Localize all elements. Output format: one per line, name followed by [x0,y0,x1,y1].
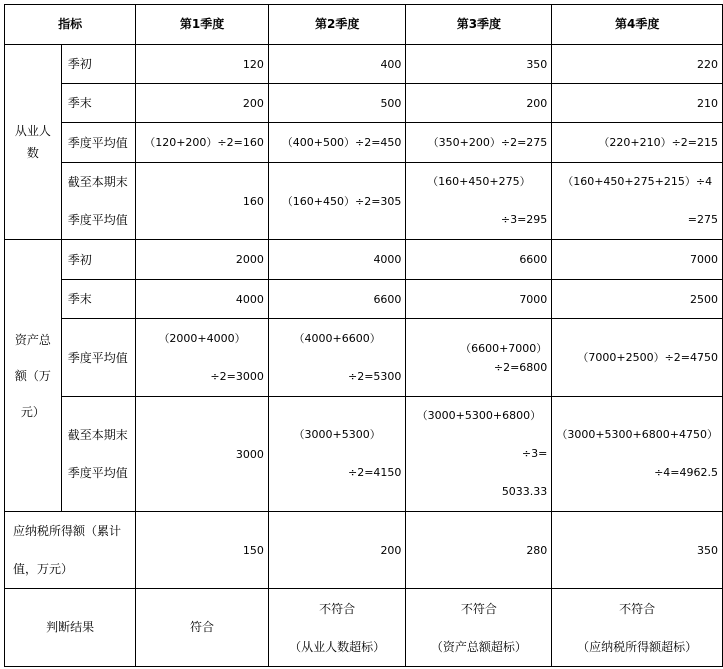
table-cell: （7000+2500）÷2=4750 [552,319,723,397]
cell-line: ÷4=4962.5 [654,466,718,479]
table-cell: 200 [268,512,406,589]
table-row [5,397,723,512]
result-line: （从业人数超标） [289,639,386,654]
table-cell: 400 [268,45,406,84]
category-employees-label: 从业人数 [14,124,51,160]
table-cell: 4000 [268,240,406,280]
table-cell: 6600 [406,240,552,280]
table-cell: 150 [136,512,269,589]
cell-line: （2000+4000） [158,331,246,345]
table-row [5,280,723,319]
table-cell: 120 [136,45,269,84]
table-cell [406,397,552,512]
cell-line: ÷2=5300 [348,369,402,383]
table-cell: 7000 [406,280,552,319]
table-cell: （120+200）÷2=160 [136,123,269,163]
category-assets-line: 元） [20,404,45,419]
table-row [5,163,723,240]
cell-line: 5033.33 [501,485,548,498]
table-cell: 350 [552,512,723,589]
table-row [5,84,723,123]
row-label: 季末 [61,280,135,319]
table-cell [268,319,406,397]
table-cell: （160+450）÷2=305 [268,163,406,240]
table-cell: 7000 [552,240,723,280]
category-assets-line: 资产总 [14,332,51,347]
table-cell [552,397,723,512]
table-cell: 210 [552,84,723,123]
cell-line: （3000+5300+6800+4750） [556,428,718,441]
table-cell: 200 [406,84,552,123]
tax-label-line: 应纳税所得额（累计 [13,524,122,538]
table-cell [268,397,406,512]
table-row [5,319,723,397]
result-q1: 符合 [136,589,269,667]
table-cell: 2000 [136,240,269,280]
table-cell: 280 [406,512,552,589]
table-cell: 160 [136,163,269,240]
result-q4 [552,589,723,667]
table-cell: 200 [136,84,269,123]
tax-label [5,512,136,589]
header-q1: 第1季度 [136,5,269,45]
qualification-table [4,4,723,667]
table-row [5,240,723,280]
cell-line: （4000+6600） [293,331,381,345]
row-label: 季度平均值 [61,123,135,163]
table-cell: 2500 [552,280,723,319]
table-row [5,512,723,589]
row-label-cumulative [61,397,135,512]
header-indicator: 指标 [5,5,136,45]
row-label-line: 截至本期末 [67,175,128,189]
result-line: 不符合 [460,601,497,616]
result-line: （应纳税所得额超标） [577,639,698,654]
header-q4: 第4季度 [552,5,723,45]
category-employees [5,45,62,240]
table-row [5,123,723,163]
result-line: 不符合 [319,601,356,616]
row-label: 季度平均值 [61,319,135,397]
table-cell: 6600 [268,280,406,319]
table-row [5,589,723,667]
table-cell [406,163,552,240]
cell-line: ÷3=295 [500,213,548,226]
cell-line: =275 [687,213,718,226]
cell-line: （3000+5300+6800） [416,409,542,422]
row-label-cumulative [61,163,135,240]
tax-label-line: 值，万元） [13,562,74,576]
row-label-line: 截至本期末 [67,428,128,442]
table-row [5,45,723,84]
row-label: 季初 [61,240,135,280]
result-line: 不符合 [619,601,656,616]
header-row [5,5,723,45]
cell-line: ÷2=3000 [210,369,264,383]
table-cell: 350 [406,45,552,84]
row-label-line: 季度平均值 [67,213,128,227]
result-q2 [268,589,406,667]
result-line: （资产总额超标） [430,639,527,654]
category-assets-line: 额（万 [14,368,51,383]
table-cell: 220 [552,45,723,84]
result-q3 [406,589,552,667]
table-cell: 3000 [136,397,269,512]
row-label-line: 季度平均值 [67,466,128,480]
cell-line: （160+450+275+215）÷4 [562,175,713,188]
table-cell [552,163,723,240]
result-label: 判断结果 [5,589,136,667]
table-cell [136,319,269,397]
cell-line: （3000+5300） [293,428,381,441]
row-label: 季初 [61,45,135,84]
cell-line: ÷2=4150 [348,466,402,479]
category-assets [5,240,62,512]
table-cell: （220+210）÷2=215 [552,123,723,163]
cell-line: ÷3= [521,447,548,460]
header-q2: 第2季度 [268,5,406,45]
header-q3: 第3季度 [406,5,552,45]
cell-line: （160+450+275） [427,175,531,188]
table-cell: 4000 [136,280,269,319]
table-cell: （400+500）÷2=450 [268,123,406,163]
table-cell: （350+200）÷2=275 [406,123,552,163]
table-cell: （6600+7000）÷2=6800 [406,319,552,397]
table-cell: 500 [268,84,406,123]
row-label: 季末 [61,84,135,123]
